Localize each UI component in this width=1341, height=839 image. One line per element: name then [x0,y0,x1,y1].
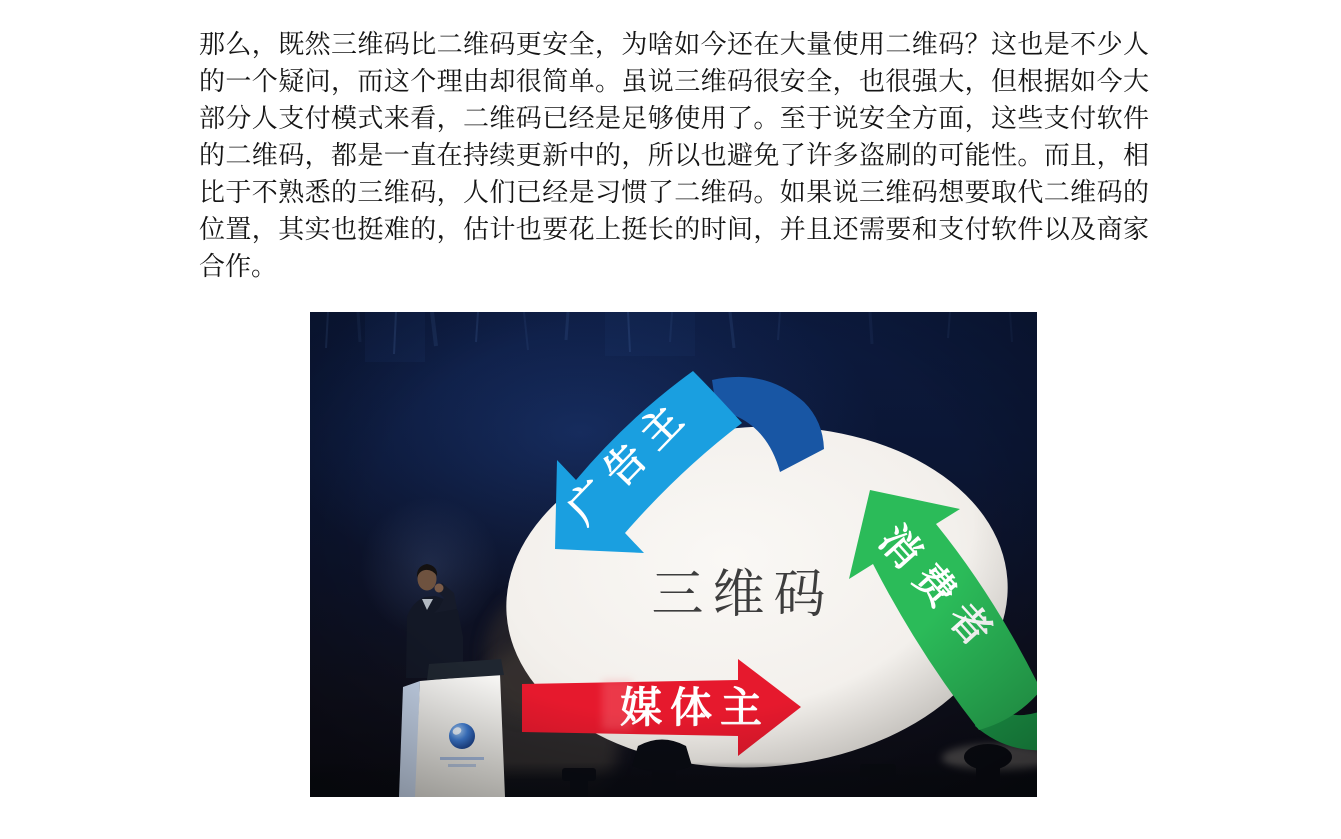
article-paragraph: 那么，既然三维码比二维码更安全，为啥如今还在大量使用二维码？这也是不少人的一个疑问，而这个理由却很简单。虽说三维码很安全，也很强大，但根据如今大部分人支付模式来看，二维码已经是足够使用了。至于说安全方面，这些支付软件的二维码，都是一直在持续更新中的，所以也避免了许多盗刷的可能性。而且，相比于不熟悉的三维码，人们已经是习惯了二维码。如果说三维码想要取代二维码的位置，其实也挺难的，估计也要花上挺长的时间，并且还需要和支付软件以及商家合作。 [199,30,1149,281]
photo-vignette [310,312,1037,797]
stage-photo [310,312,1037,797]
